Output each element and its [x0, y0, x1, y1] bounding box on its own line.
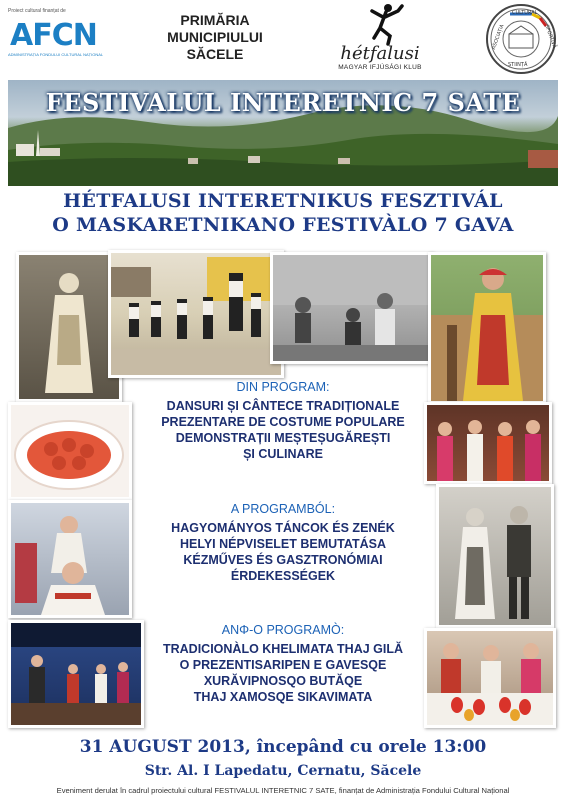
- program-heading-hu: A PROGRAMBÓL:: [230, 502, 336, 516]
- dumplings-bowl: [11, 405, 129, 497]
- children-group: [427, 405, 549, 481]
- children-eggs-scene: [427, 631, 553, 725]
- photo-dancers: [108, 250, 284, 378]
- photo-couple-bw: [436, 484, 554, 628]
- crafts-scene: [273, 255, 431, 361]
- woman-yellow-costume-figure: [431, 255, 543, 401]
- program-ro-line-3: DEMONSTRAȚII MEȘTEȘUGĂREȘTI: [175, 431, 391, 445]
- program-hu-line-3: KÉZMŰVES ÉS GASZTRONÓMIAI: [183, 553, 383, 567]
- program-heading-rom: ANΦ-O PROGRAMÒ:: [221, 623, 345, 637]
- program-hu-line-2: HELYI NÉPVISELET BEMUTATÁSA: [179, 537, 387, 551]
- primaria-line-2: MUNICIPIULUI: [167, 29, 263, 45]
- program-ro-line-4: ȘI CULINARE: [243, 447, 323, 461]
- photo-woman-yellow-costume: [428, 252, 546, 404]
- event-address: Str. Al. I Lapedatu, Cernatu, Săcele: [144, 763, 422, 779]
- program-rom-line-4: THAJ XAMOSQE SIKAVIMATA: [193, 690, 373, 704]
- photo-children-costumes: [424, 402, 552, 484]
- funding-footer: Eveniment derulat în cadrul proiectului cultural FESTIVALUL INTERETNIC 7 SATE, finanțat de Administrația Fondului Cultural Național: [56, 786, 510, 795]
- afcn-tagline: Proiect cultural finanțat de: [8, 8, 66, 14]
- primaria-line-3: SĂCELE: [186, 46, 244, 62]
- photo-children-eggs: [424, 628, 556, 728]
- subtitle-romani: O MASKARETNIKANO FESTIVÀLO 7 GAVA: [52, 214, 514, 236]
- association-seal: [486, 4, 556, 74]
- program-rom-line-3: XURĂVIPNOSQO BUTĂQE: [203, 674, 363, 688]
- program-hu-line-4: ÉRDEKESSÉGEK: [230, 569, 336, 583]
- seal-word-1: ASOCIAȚIA: [490, 23, 506, 51]
- subtitle-hungarian: HÉTFALUSI INTERETNIKUS FESZTIVÁL: [63, 190, 503, 212]
- club-subtitle: MAGYAR IFJÚSÁGI KLUB: [338, 64, 422, 71]
- program-ro-line-1: DANSURI ȘI CÂNTECE TRADIȚIONALE: [166, 399, 400, 413]
- club-name: hétfalusi: [340, 43, 420, 64]
- dancers-scene: [111, 253, 281, 375]
- couple-figures: [439, 487, 551, 625]
- event-date: 31 AUGUST 2013, începând cu orele 13:00: [79, 737, 487, 757]
- program-heading-ro: DIN PROGRAM:: [236, 380, 330, 394]
- photo-stage-performance: [8, 620, 144, 728]
- primaria-line-1: PRIMĂRIA: [180, 12, 250, 28]
- afcn-subtitle: ADMINISTRAȚIA FONDULUI CULTURAL NAȚIONAL: [8, 52, 104, 57]
- primaria-logo-text: [160, 12, 270, 63]
- stage-scene: [11, 623, 141, 725]
- seal-word-2: CULTURAL: [512, 10, 538, 16]
- photo-woman-costume-sepia: [16, 252, 122, 402]
- afcn-logo: AFCN: [10, 18, 97, 53]
- seal-icon: [488, 6, 558, 72]
- seal-word-4: ȘTIINȚĂ: [508, 62, 528, 68]
- photo-dish: [8, 402, 132, 500]
- program-hu-line-1: HAGYOMÁNYOS TÁNCOK ÉS ZENÉK: [171, 521, 395, 535]
- landscape-banner: [8, 80, 558, 186]
- program-ro-line-2: PREZENTARE DE COSTUME POPULARE: [161, 415, 405, 429]
- craftswomen-scene: [11, 503, 129, 615]
- festival-title: FESTIVALUL INTERETNIC 7 SATE: [45, 88, 521, 117]
- woman-costume-figure: [19, 255, 119, 399]
- program-rom-line-2: O PREZENTISARIPEN E GAVESQE: [179, 658, 387, 672]
- photo-crafts-bw: [270, 252, 434, 364]
- program-rom-line-1: TRADICIONÀLO KHELIMATA THAJ GILĂ: [162, 642, 404, 656]
- photo-craftswomen: [8, 500, 132, 618]
- seal-word-3: SPORTIVĂ: [543, 24, 558, 50]
